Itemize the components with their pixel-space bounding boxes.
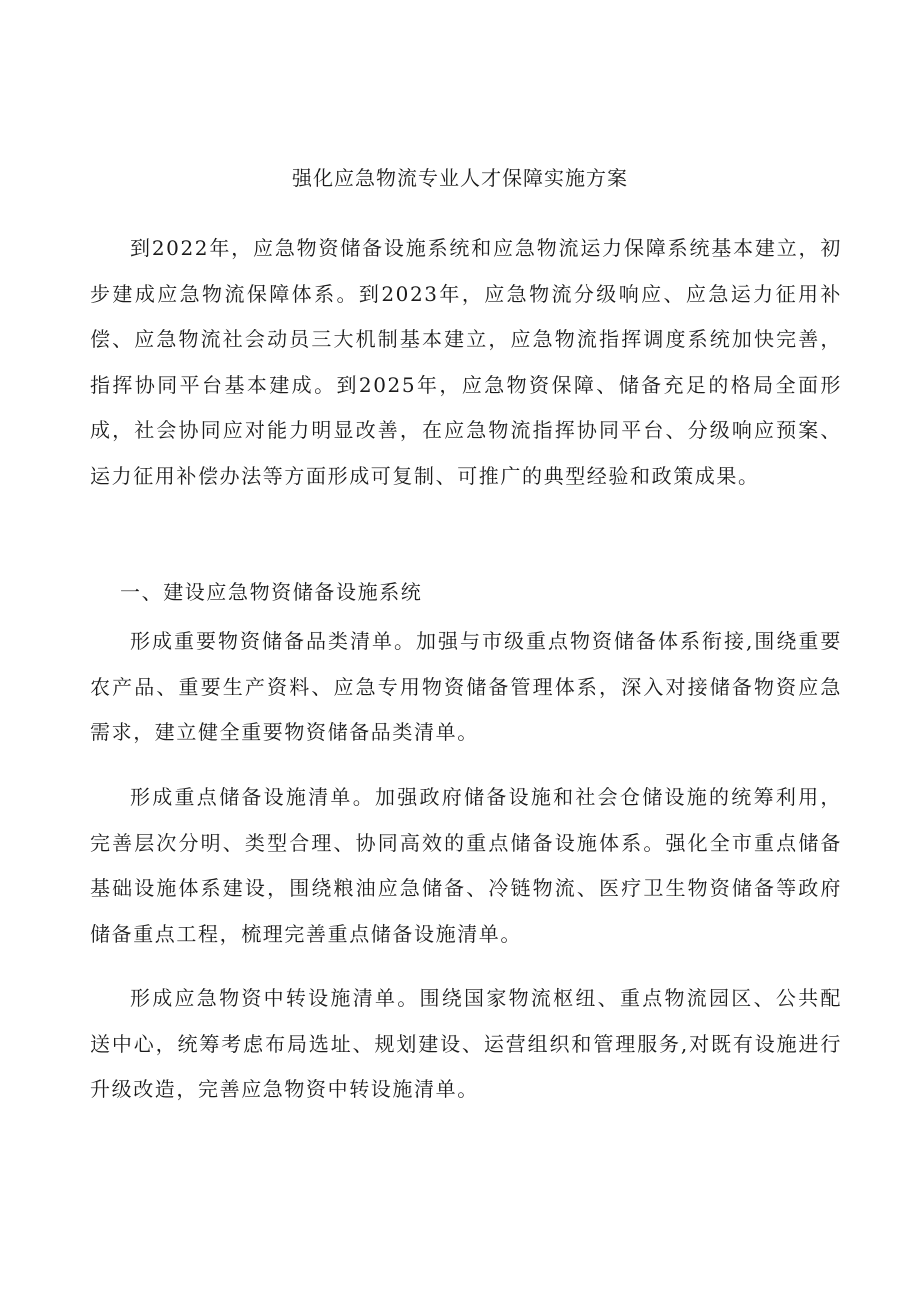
section-paragraph-1: 形成重要物资储备品类清单。加强与市级重点物资储备体系衔接,围绕重要农产品、重要生产资料、应急专用物资储备管理体系，深入对接储备物资应急需求，建立健全重要物资储备品类清单。: [90, 629, 842, 745]
section-paragraph-2: 形成重点储备设施清单。加强政府储备设施和社会仓储设施的统筹利用，完善层次分明、类型合理、协同高效的重点储备设施体系。强化全市重点储备基础设施体系建设，围绕粮油应急储备、冷链物流、医疗卫生物资储备等政府储备重点工程，梳理完善重点储备设施清单。: [90, 785, 842, 946]
document-title: 强化应急物流专业人才保障实施方案: [292, 166, 628, 190]
section-heading: 一、建设应急物资储备设施系统: [120, 580, 423, 604]
section-paragraph-3: 形成应急物资中转设施清单。围绕国家物流枢纽、重点物流园区、公共配送中心，统筹考虑布局选址、规划建设、运营组织和管理服务,对既有设施进行升级改造，完善应急物资中转设施清单。: [90, 986, 842, 1102]
intro-paragraph: 到2022年，应急物资储备设施系统和应急物流运力保障系统基本建立，初步建成应急物流保障体系。到2023年，应急物流分级响应、应急运力征用补偿、应急物流社会动员三大机制基本建立，应急物流指挥调度系统加快完善，指挥协同平台基本建成。到2025年，应急物资保障、储备充足的格局全面形成，社会协同应对能力明显改善，在应急物流指挥协同平台、分级响应预案、运力征用补偿办法等方面形成可复制、可推广的典型经验和政策成果。: [90, 236, 842, 488]
